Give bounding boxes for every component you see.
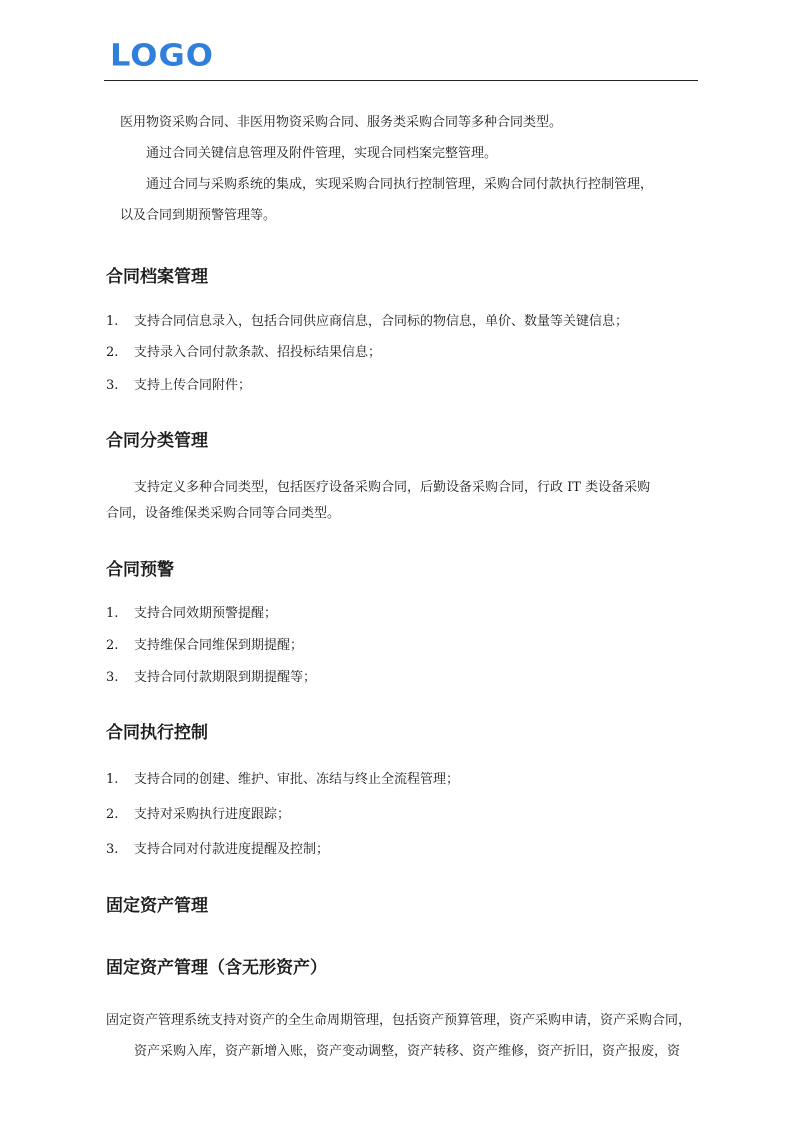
list-number: 2. (106, 345, 119, 360)
list-number: 3. (106, 842, 119, 857)
list-item (106, 669, 316, 687)
intro-paragraph-1: 医用物资采购合同、非医用物资采购合同、服务类采购合同等多种合同类型。 (120, 115, 563, 130)
list-text: 支持合同的创建、维护、审批、冻结与终止全流程管理； (134, 772, 460, 787)
list-number: 1. (106, 606, 119, 621)
list-text: 支持上传合同附件； (134, 378, 252, 393)
category-paragraph-line-1: 支持定义多种合同类型，包括医疗设备采购合同，后勤设备采购合同，行政 IT 类设备采购 (134, 480, 651, 495)
list-item (106, 344, 381, 362)
list-number: 2. (106, 638, 119, 653)
logo: LOGO (110, 36, 214, 74)
list-item (106, 313, 628, 331)
fixed-assets-paragraph-line-1: 固定资产管理系统支持对资产的全生命周期管理，包括资产预算管理，资产采购申请，资产采购合同， (106, 1013, 692, 1028)
list-number: 3. (106, 670, 119, 685)
list-number: 1. (106, 314, 119, 329)
list-text: 支持录入合同付款条款、招投标结果信息； (134, 345, 382, 360)
heading-fixed-assets-intangible: 固定资产管理（含无形资产） (106, 958, 327, 978)
heading-contract-category: 合同分类管理 (106, 431, 208, 451)
list-item (106, 377, 251, 395)
list-text: 支持维保合同维保到期提醒； (134, 638, 304, 653)
list-number: 1. (106, 772, 119, 787)
heading-contract-execution: 合同执行控制 (106, 723, 208, 743)
intro-paragraph-2: 通过合同关键信息管理及附件管理，实现合同档案完整管理。 (146, 146, 498, 161)
list-item (106, 841, 329, 859)
fixed-assets-paragraph-line-2: 资产采购入库，资产新增入账，资产变动调整，资产转移、资产维修，资产折旧，资产报废，资 (134, 1044, 681, 1059)
intro-paragraph-3-line-2: 以及合同到期预警管理等。 (120, 208, 277, 223)
list-item (106, 637, 303, 655)
heading-fixed-assets: 固定资产管理 (106, 896, 208, 916)
list-item (106, 771, 459, 789)
list-text: 支持合同对付款进度提醒及控制； (134, 842, 330, 857)
list-text: 支持合同付款期限到期提醒等； (134, 670, 317, 685)
list-text: 支持对采购执行进度跟踪； (134, 807, 291, 822)
list-item (106, 806, 290, 824)
list-text: 支持合同信息录入，包括合同供应商信息，合同标的物信息，单价、数量等关键信息； (134, 314, 629, 329)
category-paragraph-line-2: 合同，设备维保类采购合同等合同类型。 (106, 506, 341, 521)
header-divider (104, 80, 698, 81)
list-item (106, 605, 277, 623)
list-number: 2. (106, 807, 119, 822)
list-number: 3. (106, 378, 119, 393)
heading-contract-archive: 合同档案管理 (106, 267, 208, 287)
heading-contract-warning: 合同预警 (106, 560, 174, 580)
list-text: 支持合同效期预警提醒； (134, 606, 278, 621)
intro-paragraph-3-line-1: 通过合同与采购系统的集成，实现采购合同执行控制管理，采购合同付款执行控制管理， (146, 177, 654, 192)
